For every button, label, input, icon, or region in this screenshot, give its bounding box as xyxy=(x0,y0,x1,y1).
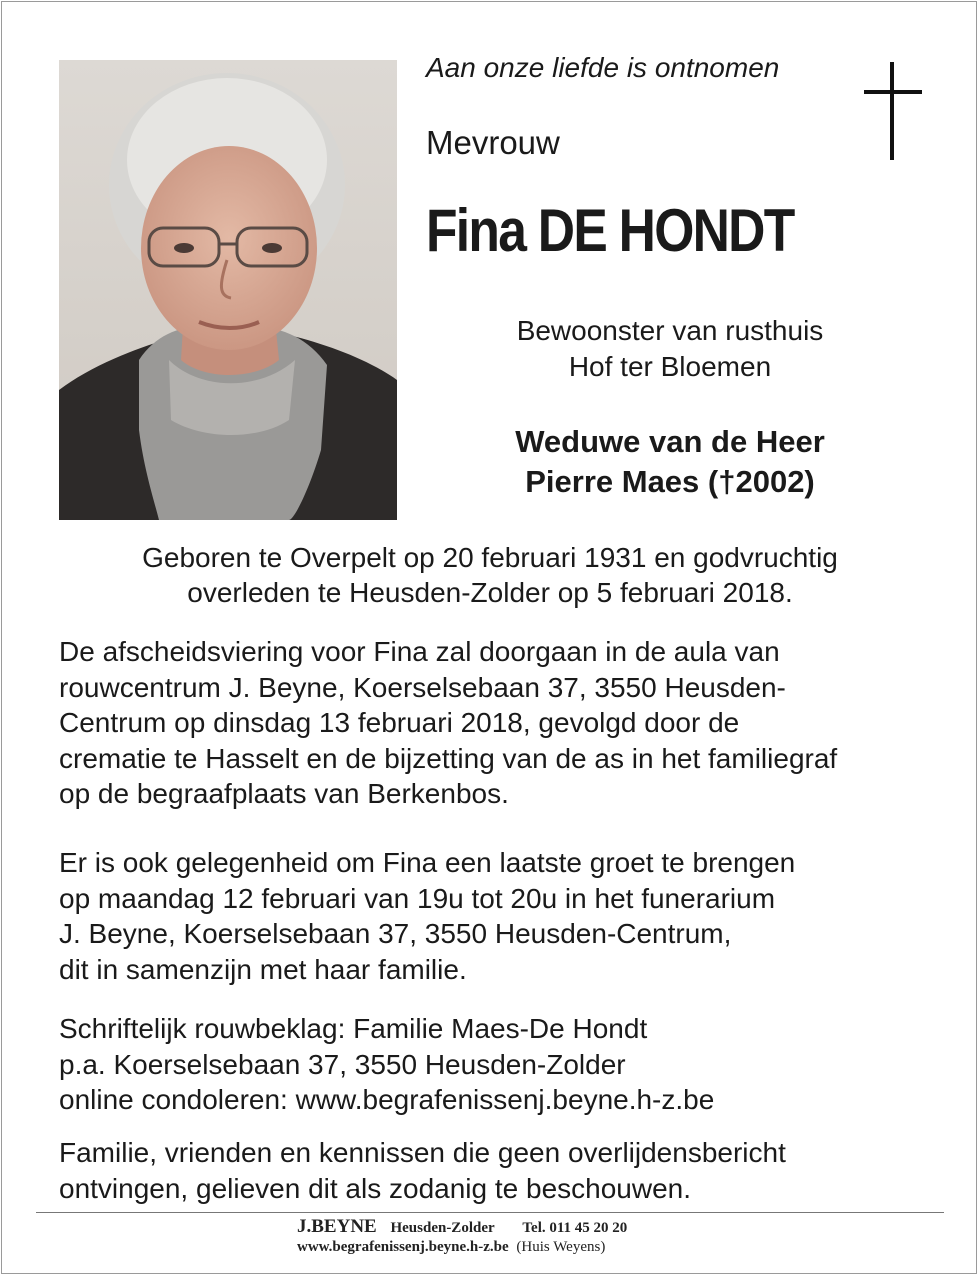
ceremony-line: rouwcentrum J. Beyne, Koerselsebaan 37, 3550 Heusden- xyxy=(59,671,786,703)
ceremony-line: op de begraafplaats van Berkenbos. xyxy=(59,778,509,809)
condolences-line: p.a. Koerselsebaan 37, 3550 Heusden-Zolder xyxy=(59,1048,626,1080)
footer-divider xyxy=(36,1212,944,1213)
ceremony-paragraph xyxy=(59,634,837,812)
birth-death-line: overleden te Heusden-Zolder op 5 februari 2018. xyxy=(187,577,793,608)
portrait-photo xyxy=(59,60,397,520)
ceremony-line: Centrum op dinsdag 13 februari 2018, gevolgd door de xyxy=(59,707,740,738)
footer xyxy=(297,1217,627,1256)
residence-line: Bewoonster van rusthuis xyxy=(516,315,824,346)
visitation-line: Er is ook gelegenheid om Fina een laatste groet te brengen xyxy=(59,847,796,878)
birth-death-line: Geboren te Overpelt op 20 februari 1931 en godvruchtig xyxy=(142,542,838,573)
condolences-paragraph xyxy=(59,1011,714,1118)
footer-brand: J.BEYNE xyxy=(297,1216,377,1237)
footer-city: Heusden-Zolder xyxy=(390,1220,495,1236)
deceased-name: Fina DE HONDT xyxy=(426,197,794,264)
notice-line: Familie, vrienden en kennissen die geen overlijdensbericht xyxy=(59,1137,786,1168)
widow-line: Weduwe van de Heer xyxy=(515,424,825,459)
residence-line: Hof ter Bloemen xyxy=(568,351,772,382)
widow-block xyxy=(420,422,920,502)
birth-death-block xyxy=(40,540,940,610)
intro-line: Aan onze liefde is ontnomen xyxy=(426,52,780,83)
condolences-line: Schriftelijk rouwbeklag: Familie Maes-De Hondt xyxy=(59,1013,648,1044)
visitation-line: J. Beyne, Koerselsebaan 37, 3550 Heusden-Centrum, xyxy=(59,918,732,949)
condolences-line: online condoleren: www.begrafenissenj.beyne.h-z.be xyxy=(59,1084,715,1115)
visitation-paragraph xyxy=(59,845,795,987)
ceremony-line: De afscheidsviering voor Fina zal doorgaan in de aula van xyxy=(59,636,780,667)
residence-block xyxy=(420,313,920,385)
visitation-line: op maandag 12 februari van 19u tot 20u in het funerarium xyxy=(59,882,776,914)
cross-icon xyxy=(864,62,922,165)
footer-phone: Tel. 011 45 20 20 xyxy=(522,1220,628,1236)
footer-note: (Huis Weyens) xyxy=(516,1239,606,1255)
salutation: Mevrouw xyxy=(426,124,560,161)
footer-website: www.begrafenissenj.beyne.h-z.be xyxy=(297,1239,509,1255)
notice-line: ontvingen, gelieven dit als zodanig te beschouwen. xyxy=(59,1172,691,1204)
visitation-line: dit in samenzijn met haar familie. xyxy=(59,953,467,985)
widow-line: Pierre Maes (†2002) xyxy=(525,464,815,499)
notice-paragraph xyxy=(59,1135,786,1206)
ceremony-line: crematie te Hasselt en de bijzetting van de as in het familiegraf xyxy=(59,742,838,774)
